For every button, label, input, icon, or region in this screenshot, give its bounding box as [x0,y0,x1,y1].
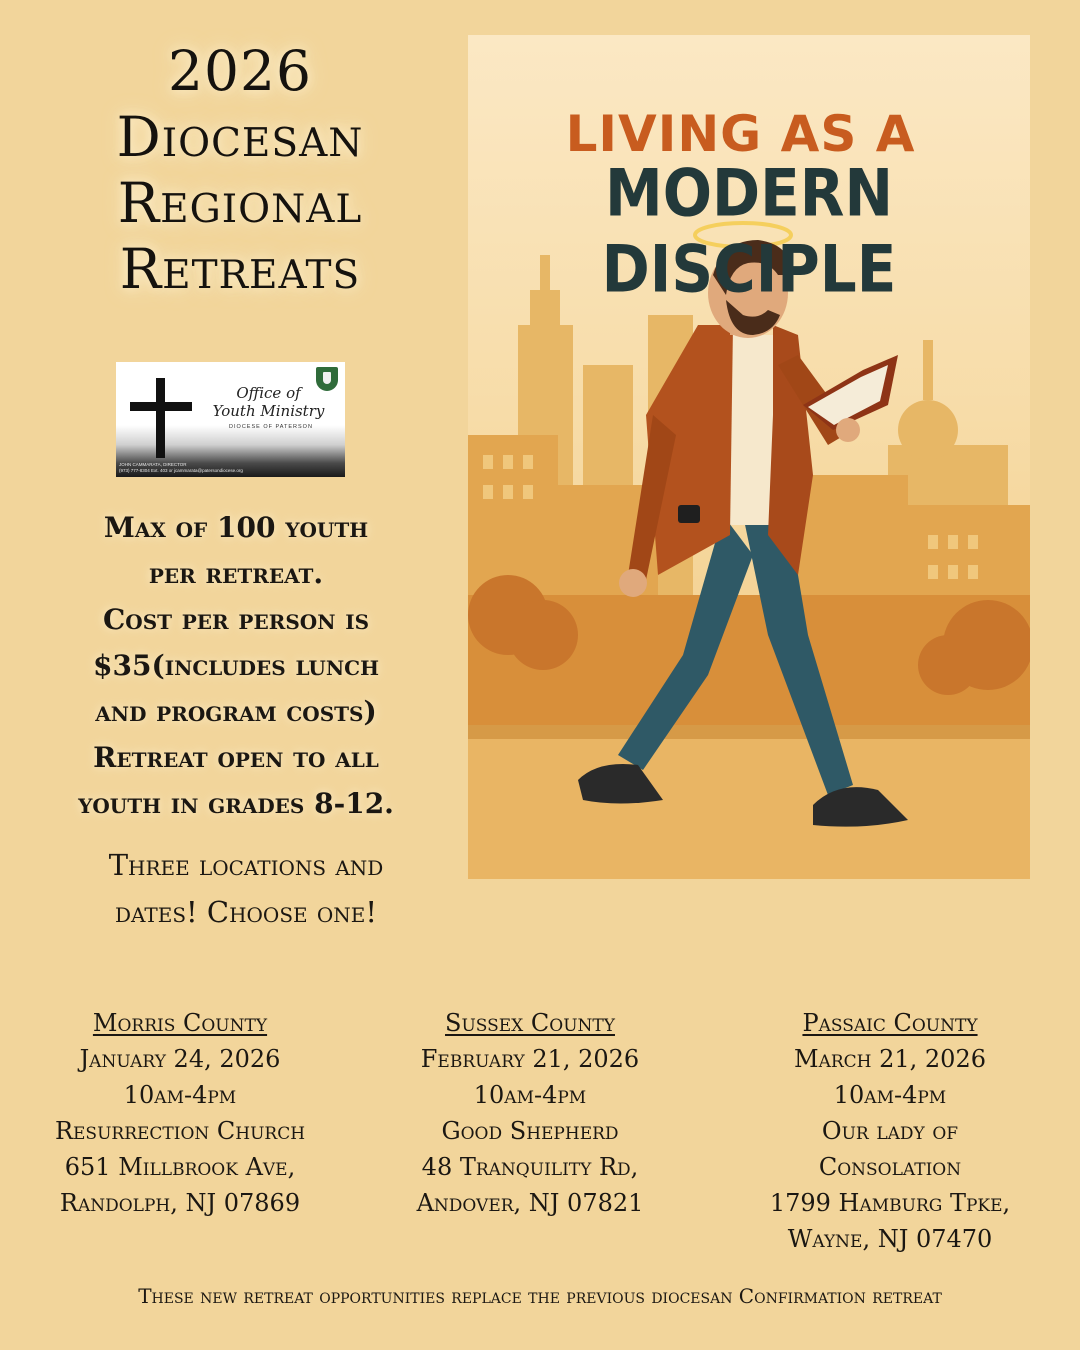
poster-title-line1: LIVING AS A [565,105,916,163]
location-address2: Andover, NJ 07821 [416,1189,644,1217]
diocese-shield-icon [316,367,338,391]
logo-youth-ministry: Youth Ministry [212,402,325,420]
location-time: 10am-4pm [473,1081,587,1109]
title-line-regional: Regional [117,171,363,235]
title-year: 2026 [168,39,312,103]
choose-location-text [36,842,456,936]
choose-line: Three locations and [108,848,384,882]
logo-director: JOHN CAMMARATA, DIRECTOR [119,462,187,467]
location-sussex [380,1005,680,1221]
location-venue: Our lady of [821,1117,959,1145]
location-address1: 651 Millbrook Ave, [64,1153,296,1181]
county-name: Morris County [92,1009,268,1037]
info-line: Cost per person is [102,603,370,636]
location-address2: Randolph, NJ 07869 [59,1189,301,1217]
title-line-retreats: Retreats [119,237,361,301]
location-passaic [740,1005,1040,1257]
info-line: Retreat open to all [93,741,379,774]
retreat-info [20,505,452,827]
youth-ministry-logo [116,362,345,477]
logo-contact [119,462,299,474]
page-title [40,38,440,302]
info-line: youth in grades 8-12. [78,787,394,820]
logo-contact-line: (973) 777-8304 Ext. 403 or jcammarata@patersondiocese.org [119,468,243,473]
county-name: Sussex County [445,1009,615,1037]
poster-title-line2: MODERN DISCIPLE [601,154,897,308]
info-line: $35(includes lunch [93,649,379,682]
cross-icon-bar [130,402,192,411]
location-venue: Resurrection Church [54,1117,306,1145]
footer-note: These new retreat opportunities replace the previous diocesan Confirmation retreat [138,1284,942,1308]
county-name: Passaic County [802,1009,978,1037]
location-date: March 21, 2026 [794,1045,986,1073]
poster-illustration [468,35,1030,879]
location-time: 10am-4pm [833,1081,947,1109]
info-line: per retreat. [148,557,324,590]
location-date: January 24, 2026 [79,1045,281,1073]
location-address1: 1799 Hamburg Tpke, [769,1189,1011,1217]
logo-office-of: Office of [236,384,301,402]
info-line: and program costs) [95,695,377,728]
location-date: February 21, 2026 [420,1045,640,1073]
location-venue: Good Shepherd [441,1117,619,1145]
location-address1: 48 Tranquility Rd, [421,1153,639,1181]
title-line-diocesan: Diocesan [116,105,364,169]
info-line: Max of 100 youth [103,511,369,544]
location-time: 10am-4pm [123,1081,237,1109]
logo-diocese: DIOCESE OF PATERSON [229,424,313,430]
location-address2: Wayne, NJ 07470 [787,1225,993,1253]
location-morris [20,1005,340,1221]
location-venue-line2: Consolation [818,1153,962,1181]
cross-icon [156,378,165,458]
logo-office-text [196,384,341,420]
choose-line: dates! Choose one! [115,895,377,929]
